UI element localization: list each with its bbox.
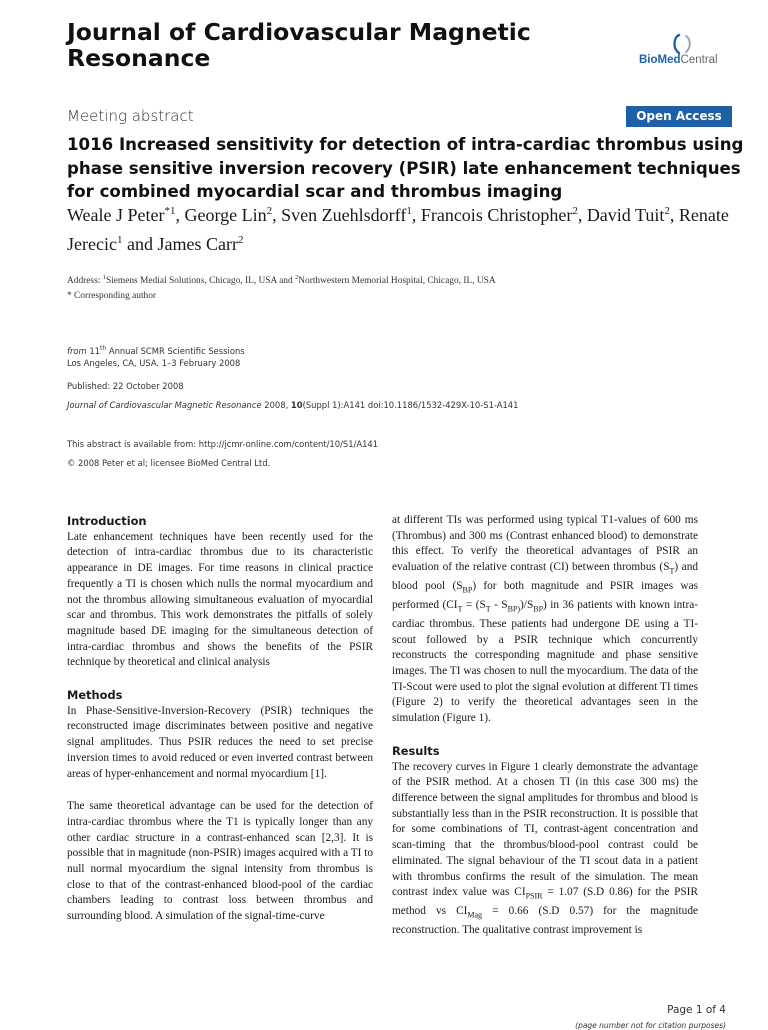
author-separator: , — [175, 205, 185, 225]
author-affiliation: 2 — [266, 205, 273, 217]
published-date: Published: 22 October 2008 — [67, 381, 184, 391]
author-separator: , — [577, 205, 587, 225]
author-affiliation: 2 — [237, 234, 244, 246]
address-1: Siemens Medial Solutions, Chicago, IL, USA and — [105, 276, 295, 287]
author-affiliation: 2 — [572, 205, 578, 217]
author-separator: , — [669, 205, 679, 225]
open-access-badge: Open Access — [626, 106, 732, 127]
address: Address: $^1$Siemens Medial Solutions, Chicago, IL, USA and $^2$Northwestern Memorial Hospital, Chicago, IL, USA * Corresponding author — [67, 274, 496, 302]
author-affiliation: 1 — [406, 205, 412, 217]
page-note: (page number not for citation purposes) — [575, 1021, 726, 1030]
methods-text-2: The same theoretical advantage can be used for the detection of intra-cardiac thrombus where the T1 is typically longer than any other cardiac structure in a contrast-enhanced scan [2,3]. It is possible that in magnitude (non-PSIR) images acquired with a TI to null normal myocardium the signal intensity from thrombus is close to that of the contrast-enhanced blood-pool of the cardiac chambers leading to contrast loss between thrombus and surrounding blood. A simulation of the signal-time-curve — [67, 800, 374, 923]
biomed-swirl-icon — [670, 32, 696, 56]
methods-text-3: at different TIs was performed using typical T1-values of 600 ms (Thrombus) and 300 ms (Contrast enhanced blood) to demonstrate this effect. To verify the theoretical advantages of PSIR an evaluation of the relative contrast (CI) between thrombus $(S_T)$ and blood pool $(S_{BP})$ for both magnitude and PSIR images was performed $(CI_T = (S_T - S_{BP)})/S_{BP})$ in 36 patients with known intra-cardiac thrombus. These patients had undergone DE using a TI-scout followed by a PSIR technique which concurrently reconstructs the corresponding magnitude and phase sensitive images. The TI was chosen to null the myocardium. The data of the TI-Scout were used to plot the signal evolution at different TI times (Figure 2) to verify the theoretical advantages seen in the simulation (Figure 1). — [392, 514, 699, 725]
author-affiliation: 1 — [116, 234, 123, 246]
author-separator: , — [411, 205, 421, 225]
logo-brand: BioMed — [639, 54, 681, 66]
results-text: The recovery curves in Figure 1 clearly demonstrate the advantage of the PSIR method. At a chosen TI (in this case 300 ms) the difference between the signal amplitudes for thrombus and blood is substantially less than in the PSIR reconstruction. It is possible that for some combinations of TI, contrast-agent concentration and scan-timing that the thrombus/blood-pool contrast could be eliminated. The signal behaviour of the TI scout data in a patient with thrombus confirms the result of the simulation. The mean contrast index value was $CI_{PSIR} = 1.07$ (S.D 0.86) for the PSIR method vs $CI_{Mag} = 0.66$ (S.D 0.57) for the magnitude reconstruction. The qualitative contrast improvement is — [392, 760, 698, 937]
author-name: James Carr — [157, 234, 238, 254]
left-column — [67, 514, 373, 925]
conference-location: Los Angeles, CA, USA. 1–3 February 2008 — [67, 357, 241, 368]
section-heading-methods: Methods — [67, 688, 123, 703]
section-heading-results: Results — [392, 743, 440, 758]
author-name: Renate Jerecic — [67, 205, 729, 254]
corresponding-author: * Corresponding author — [67, 291, 157, 302]
author-affiliation: *1 — [164, 205, 176, 217]
author-separator: , — [272, 205, 282, 225]
author-name: Weale J Peter — [67, 205, 165, 225]
biomed-central-logo[interactable] — [636, 32, 736, 72]
availability-link[interactable]: This abstract is available from: http://jcmr-online.com/content/10/S1/A141 — [67, 439, 379, 449]
conference-info: from 11th Annual SCMR Scientific Sessions Los Angeles, CA, USA. 1–3 February 2008 — [67, 345, 245, 368]
author-list — [67, 199, 747, 257]
section-heading-introduction: Introduction — [67, 514, 147, 528]
copyright: © 2008 Peter et al; licensee BioMed Central Ltd. — [67, 458, 271, 468]
citation: Journal of Cardiovascular Magnetic Resonance 2008, 10(Suppl 1):A141 doi:10.1186/1532-429X-10-S1-A141 — [67, 400, 519, 410]
article-title: 1016 Increased sensitivity for detection of intra-cardiac thrombus using phase sensitive inversion recovery (PSIR) late enhancement techniques for combined myocardial scar and thrombus imaging — [67, 135, 744, 201]
author-name: Sven Zuehlsdorff — [281, 205, 407, 225]
right-column — [392, 513, 698, 939]
article-type: Meeting abstract — [67, 107, 194, 125]
author-affiliation: 2 — [664, 205, 670, 217]
logo-suffix: Central — [680, 54, 718, 66]
journal-title: Journal of Cardiovascular Magnetic Resonance — [67, 18, 531, 72]
author-separator: and — [122, 234, 158, 254]
author-name: David Tuit — [586, 205, 665, 225]
introduction-text: Late enhancement techniques have been recently used for the detection of intra-cardiac thrombus due to its characteristic appearance in DE images. For time reasons in clinical practice frequently a TI is chosen which nulls the normal myocardium and not the thrombus allowing simultaneous evaluation of myocardial scar and thrombus. This work demonstrates the pitfalls of solely magnitude based DE imaging for the simultaneous detection of intra-cardiac thrombus and shows the benefits of the PSIR technique by theoretical and clinical analysis — [67, 530, 373, 669]
author-name: George Lin — [184, 205, 267, 225]
author-name: Francois Christopher — [420, 205, 573, 225]
page-number: Page 1 of 4 — [667, 1004, 726, 1016]
address-2: Northwestern Memorial Hospital, Chicago, IL, USA — [298, 276, 496, 287]
methods-text-1: In Phase-Sensitive-Inversion-Recovery (PSIR) techniques the reconstructed image discriminates between positive and negative signal amplitudes. Thus PSIR reduces the need to set precise inversion times to avoid reduced or even inverted contrast between areas of hyper-enhancement and normal myocardium [1]. — [67, 704, 373, 780]
